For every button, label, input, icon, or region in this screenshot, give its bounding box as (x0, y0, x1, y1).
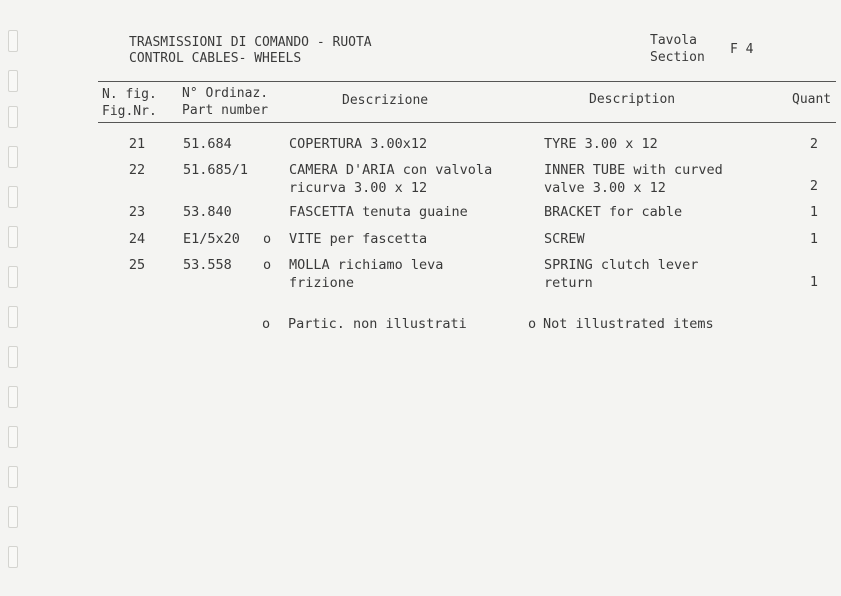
row-description-english: BRACKET for cable (544, 204, 683, 220)
footnote-english: Not illustrated items (543, 316, 714, 332)
section-label-italian: Tavola (650, 33, 697, 48)
row-fig: 22 (128, 162, 146, 178)
footnote-mark-english: o (528, 316, 537, 332)
binder-hole (8, 546, 18, 568)
row-part-number: E1/5x20 (183, 231, 240, 247)
binder-hole (8, 386, 18, 408)
row-part-number: 53.558 (183, 257, 232, 273)
binder-holes (8, 0, 22, 596)
title-english: CONTROL CABLES- WHEELS (129, 51, 302, 66)
row-quantity: 1 (809, 274, 818, 290)
row-part-number: 51.684 (183, 136, 232, 152)
binder-hole (8, 106, 18, 128)
row-description-english: TYRE 3.00 x 12 (544, 136, 658, 152)
binder-hole (8, 306, 18, 328)
row-fig: 25 (128, 257, 146, 273)
row-fig: 21 (128, 136, 146, 152)
footnote-mark-italian: o (262, 316, 271, 332)
binder-hole (8, 506, 18, 528)
row-fig: 24 (128, 231, 146, 247)
row-description-italian: CAMERA D'ARIA con valvola ricurva 3.00 x 12 (289, 162, 493, 196)
header-part-english: Part number (182, 103, 269, 118)
row-description-english: SPRING clutch lever return (544, 257, 699, 291)
row-quantity: 1 (809, 231, 818, 247)
section-label-english: Section (650, 50, 705, 65)
header-bottom-rule (98, 122, 836, 123)
row-description-italian: FASCETTA tenuta guaine (289, 204, 468, 220)
binder-hole (8, 346, 18, 368)
row-description-italian: MOLLA richiamo leva frizione (289, 257, 444, 291)
binder-hole (8, 70, 18, 92)
section-value: F 4 (730, 42, 754, 57)
binder-hole (8, 146, 18, 168)
header-description-english: Description (589, 92, 676, 107)
row-description-english: SCREW (544, 231, 585, 247)
binder-hole (8, 186, 18, 208)
row-not-illustrated-mark: o (263, 231, 272, 247)
row-fig: 23 (128, 204, 146, 220)
binder-hole (8, 466, 18, 488)
row-part-number: 51.685/1 (183, 162, 249, 178)
row-quantity: 2 (809, 136, 818, 152)
binder-hole (8, 226, 18, 248)
binder-hole (8, 426, 18, 448)
header-quantity: Quant (792, 92, 832, 107)
title-italian: TRASMISSIONI DI COMANDO - RUOTA (129, 35, 372, 50)
header-fig-english: Fig.Nr. (102, 104, 157, 119)
header-top-rule (98, 81, 836, 82)
row-quantity: 2 (809, 178, 818, 194)
row-quantity: 1 (809, 204, 818, 220)
header-fig-italian: N. fig. (102, 87, 157, 102)
row-not-illustrated-mark: o (263, 257, 272, 273)
binder-hole (8, 30, 18, 52)
footnote-italian: Partic. non illustrati (288, 316, 467, 332)
row-part-number: 53.840 (183, 204, 232, 220)
row-description-english: INNER TUBE with curved valve 3.00 x 12 (544, 162, 723, 196)
row-description-italian: VITE per fascetta (289, 231, 428, 247)
row-description-italian: COPERTURA 3.00x12 (289, 136, 428, 152)
header-part-italian: N° Ordinaz. (182, 86, 269, 101)
binder-hole (8, 266, 18, 288)
header-description-italian: Descrizione (342, 93, 429, 108)
